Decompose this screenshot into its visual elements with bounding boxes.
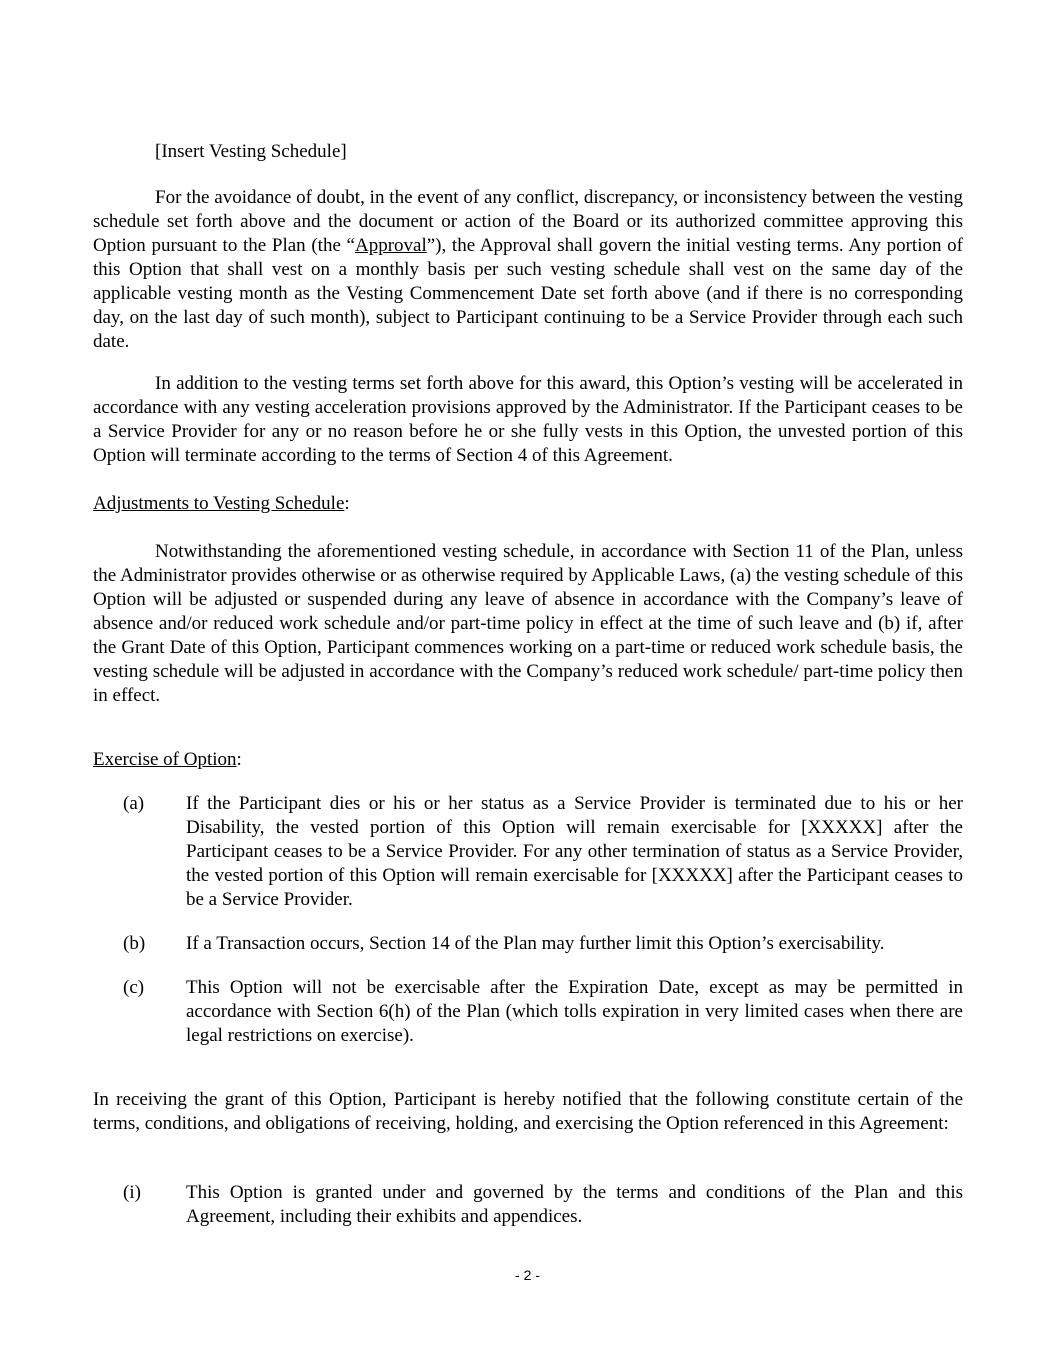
exercise-heading <box>93 748 963 772</box>
list-marker: (i) <box>123 1182 141 1203</box>
receiving-grant-paragraph: In receiving the grant of this Option, Participant is hereby notified that the following constitute certain of the terms, conditions, and obligations of receiving, holding, and exercising the Option referenced in this Agreement: <box>93 1089 963 1134</box>
terms-item-i <box>93 1181 963 1229</box>
adjustments-heading-text: Adjustments to Vesting Schedule <box>93 493 345 514</box>
list-marker: (c) <box>123 977 145 998</box>
adjustments-paragraph: Notwithstanding the aforementioned vesting schedule, in accordance with Section 11 of the Plan, unless the Administrator provides otherwise or as otherwise required by Applicable Laws, (a) the vesting schedule of this Option will be adjusted or suspended during any leave of absence in accordance with the Company’s leave of absence and/or reduced work schedule and/or part-time policy in effect at the time of such leave and (b) if, after the Grant Date of this Option, Participant commences working on a part-time or reduced work schedule basis, the vesting schedule will be adjusted in accordance with the Company’s reduced work schedule/ part-time policy then in effect. <box>93 541 963 706</box>
exercise-heading-colon: : <box>236 749 242 770</box>
list-item-text: If a Transaction occurs, Section 14 of the Plan may further limit this Option’s exercisability. <box>186 933 885 954</box>
list-item-text: This Option will not be exercisable after the Expiration Date, except as may be permitted in accordance with Section 6(h) of the Plan (which tolls expiration in very limited cases when there are legal restrictions on exercise). <box>186 977 963 1046</box>
exercise-item-a <box>93 792 963 912</box>
avoidance-of-doubt-paragraph <box>93 186 963 354</box>
avoidance-text-before: For the avoidance of doubt, in the event of any conflict, discrepancy, or inconsistency between the vesting schedule set forth above and the document or action of the Board or its authorized committee approving this Option pursuant to the Plan (the “ <box>93 187 963 256</box>
page-number: - 2 - <box>515 1267 540 1283</box>
list-marker: (a) <box>123 793 145 814</box>
list-item-text: This Option is granted under and governed by the terms and conditions of the Plan and this Agreement, including their exhibits and appendices. <box>186 1182 963 1227</box>
exercise-item-c <box>93 976 963 1048</box>
list-marker: (b) <box>123 933 146 954</box>
approval-defined-term: Approval <box>354 235 427 256</box>
avoidance-text-after: ”), the Approval shall govern the initial vesting terms. Any portion of this Option that shall vest on a monthly basis per such vesting schedule shall vest on the same day of the applicable vesting month as the Vesting Commencement Date set forth above (and if there is no corresponding day, on the last day of such month), subject to Participant continuing to be a Service Provider through each such date. <box>93 235 963 352</box>
exercise-item-b <box>93 932 963 956</box>
vesting-schedule-placeholder: [Insert Vesting Schedule] <box>155 141 347 162</box>
acceleration-paragraph: In addition to the vesting terms set forth above for this award, this Option’s vesting will be accelerated in accordance with any vesting acceleration provisions approved by the Administrator. If the Participant ceases to be a Service Provider for any or no reason before he or she fully vests in this Option, the unvested portion of this Option will terminate according to the terms of Section 4 of this Agreement. <box>93 373 963 466</box>
exercise-heading-text: Exercise of Option <box>93 749 237 770</box>
adjustments-heading <box>93 492 963 516</box>
adjustments-heading-colon: : <box>344 493 350 514</box>
list-item-text: If the Participant dies or his or her status as a Service Provider is terminated due to his or her Disability, the vested portion of this Option will remain exercisable for [XXXXX] after the Participant ceases to be a Service Provider. For any other termination of status as a Service Provider, the vested portion of this Option will remain exercisable for [XXXXX] after the Participant ceases to be a Service Provider. <box>186 793 963 910</box>
